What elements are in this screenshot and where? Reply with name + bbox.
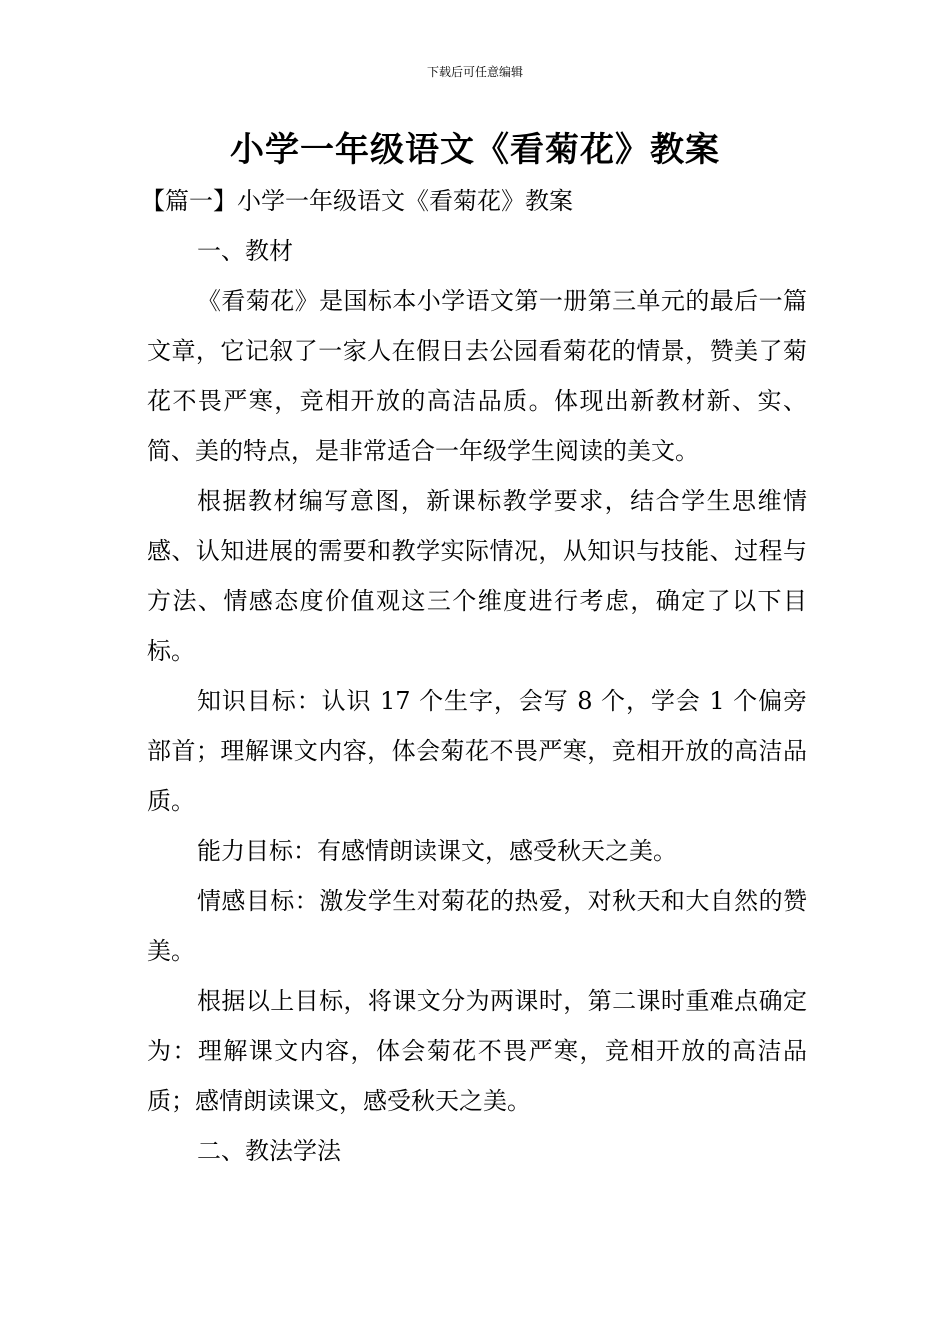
- section-label: 【篇一】小学一年级语文《看菊花》教案: [141, 187, 573, 215]
- paragraph-basis: 根据教材编写意图，新课标教学要求，结合学生思维情感、认知进展的需要和教学实际情况，从知识与技能、过程与方法、情感态度价值观这三个维度进行考虑，确定了以下目标。: [147, 487, 807, 665]
- paragraph-ability-goal: 能力目标：有感情朗读课文，感受秋天之美。: [197, 837, 677, 865]
- paragraph-emotion-goal: 情感目标：激发学生对菊花的热爱，对秋天和大自然的赞美。: [147, 887, 807, 965]
- paragraph-key-points: 根据以上目标，将课文分为两课时，第二课时重难点确定为：理解课文内容，体会菊花不畏严寒，竞相开放的高洁品质；感情朗读课文，感受秋天之美。: [147, 987, 807, 1115]
- document-body: [141, 176, 807, 1176]
- paragraph-intro: 《看菊花》是国标本小学语文第一册第三单元的最后一篇文章，它记叙了一家人在假日去公园看菊花的情景，赞美了菊花不畏严寒，竞相开放的高洁品质。体现出新教材新、实、简、美的特点，是非常适合一年级学生阅读的美文。: [147, 287, 807, 465]
- paragraph-knowledge-goal: 知识目标：认识 17 个生字，会写 8 个，学会 1 个偏旁部首；理解课文内容，体会菊花不畏严寒，竞相开放的高洁品质。: [147, 687, 807, 815]
- heading-teaching-methods: 二、教法学法: [197, 1137, 341, 1165]
- heading-teaching-material: 一、教材: [197, 237, 293, 265]
- document-title: 小学一年级语文《看菊花》教案: [230, 130, 720, 170]
- header-note: 下载后可任意编辑: [426, 65, 523, 79]
